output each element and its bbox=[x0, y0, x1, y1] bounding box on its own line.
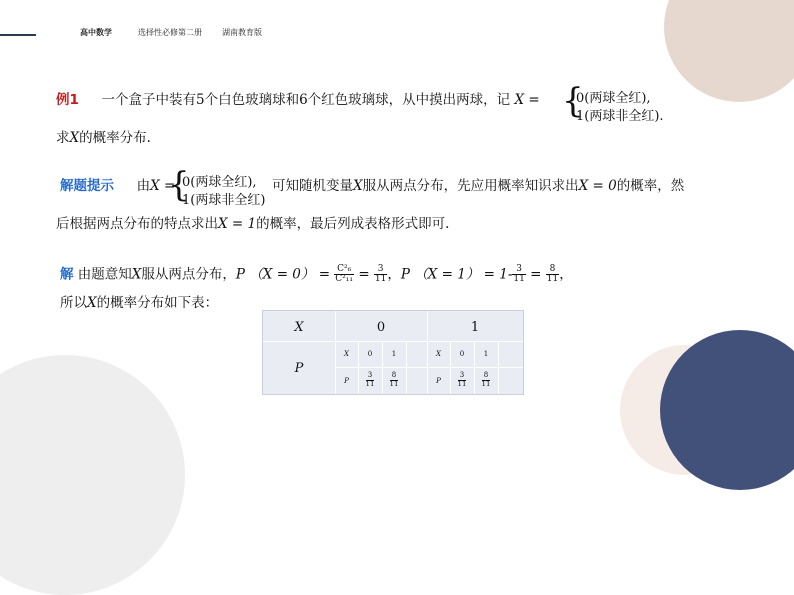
fraction-8-11: $\frac{8}{11}$ bbox=[546, 264, 559, 285]
inner-p-0-2: $\frac{3}{11}$ bbox=[457, 371, 467, 388]
inner-x-label: X bbox=[344, 350, 349, 358]
example-case-1: 0(两球全红), bbox=[576, 91, 651, 106]
inner-p-1: $\frac{8}{11}$ bbox=[389, 371, 399, 388]
table-header-value-1: 1 bbox=[470, 320, 480, 335]
hint-line-1a: 解题提示 由X = bbox=[60, 178, 176, 194]
table-header-var: X bbox=[294, 320, 304, 335]
inner-p-1-2: $\frac{8}{11}$ bbox=[481, 371, 491, 388]
inner-p-label-2: P bbox=[436, 377, 441, 385]
example-cases bbox=[562, 81, 672, 124]
inner-x-1: 1 bbox=[391, 350, 397, 358]
inner-p-0: $\frac{3}{11}$ bbox=[365, 371, 375, 388]
table-row-var: P bbox=[294, 361, 304, 376]
header-edition: 湖南教育版 bbox=[222, 28, 262, 37]
inner-x-0-2: 0 bbox=[459, 350, 465, 358]
example-case-2: 1(两球非全红). bbox=[576, 109, 664, 124]
header-volume: 选择性必修第二册 bbox=[138, 28, 202, 37]
solution-line-2: 所以X的概率分布如下表： bbox=[60, 295, 219, 311]
brace-symbol: { bbox=[168, 165, 190, 205]
solution-label: 解 bbox=[60, 266, 74, 283]
inner-x-1-2: 1 bbox=[483, 350, 489, 358]
example-text: 一个盒子中装有5个白色玻璃球和6个红色玻璃球，从中摸出两球，记 bbox=[101, 92, 511, 108]
example-label: 例1 bbox=[56, 92, 79, 108]
header-accent-line bbox=[0, 34, 36, 36]
table-header-value-0: 0 bbox=[376, 320, 386, 335]
inner-x-label-2: X bbox=[436, 350, 441, 358]
combination-fraction: $\frac{\text{C²₆}}{\text{C²₁₁}}$ bbox=[335, 264, 354, 285]
example-line-1 bbox=[56, 94, 540, 108]
fraction-3-11-b: $\frac{3}{11}$ bbox=[513, 264, 525, 285]
hint-case-1: 0(两球全红), bbox=[182, 175, 257, 190]
hint-label: 解题提示 bbox=[60, 178, 114, 194]
solution-p0: P （X = 0） bbox=[235, 266, 315, 283]
hint-cases bbox=[168, 165, 273, 208]
hint-line-1b: 可知随机变量X服从两点分布，先应用概率知识求出X = 0的概率，然 bbox=[272, 178, 685, 194]
solution-line-1: 解 由题意知X服从两点分布，P （X = 0） = $\frac{\text{C²₆}}{\text{C²₁₁}}$ = $\frac{3}{11}$ ，P （X = 1） = 1- $\frac{3}{11}$ = $\frac{8}{11}$ ， bbox=[60, 264, 573, 285]
brace-symbol: { bbox=[562, 81, 584, 121]
inner-x-0: 0 bbox=[367, 350, 373, 358]
header-subject: 高中数学 bbox=[80, 28, 112, 37]
example-var-eq: X = bbox=[514, 92, 540, 108]
example-line-2: 求X的概率分布. bbox=[56, 130, 151, 146]
hint-line-2: 后根据两点分布的特点求出X = 1的概率，最后列成表格形式即可. bbox=[56, 216, 450, 232]
fraction-3-11: $\frac{3}{11}$ bbox=[374, 264, 387, 285]
decor-circle-bottom-left bbox=[0, 355, 185, 595]
solution-p1: P （X = 1） = 1- bbox=[400, 266, 513, 283]
distribution-table bbox=[262, 310, 524, 395]
hint-case-2: 1(两球非全红) bbox=[182, 193, 266, 208]
decor-circle-top-right bbox=[664, 0, 794, 102]
inner-p-label: P bbox=[344, 377, 349, 385]
